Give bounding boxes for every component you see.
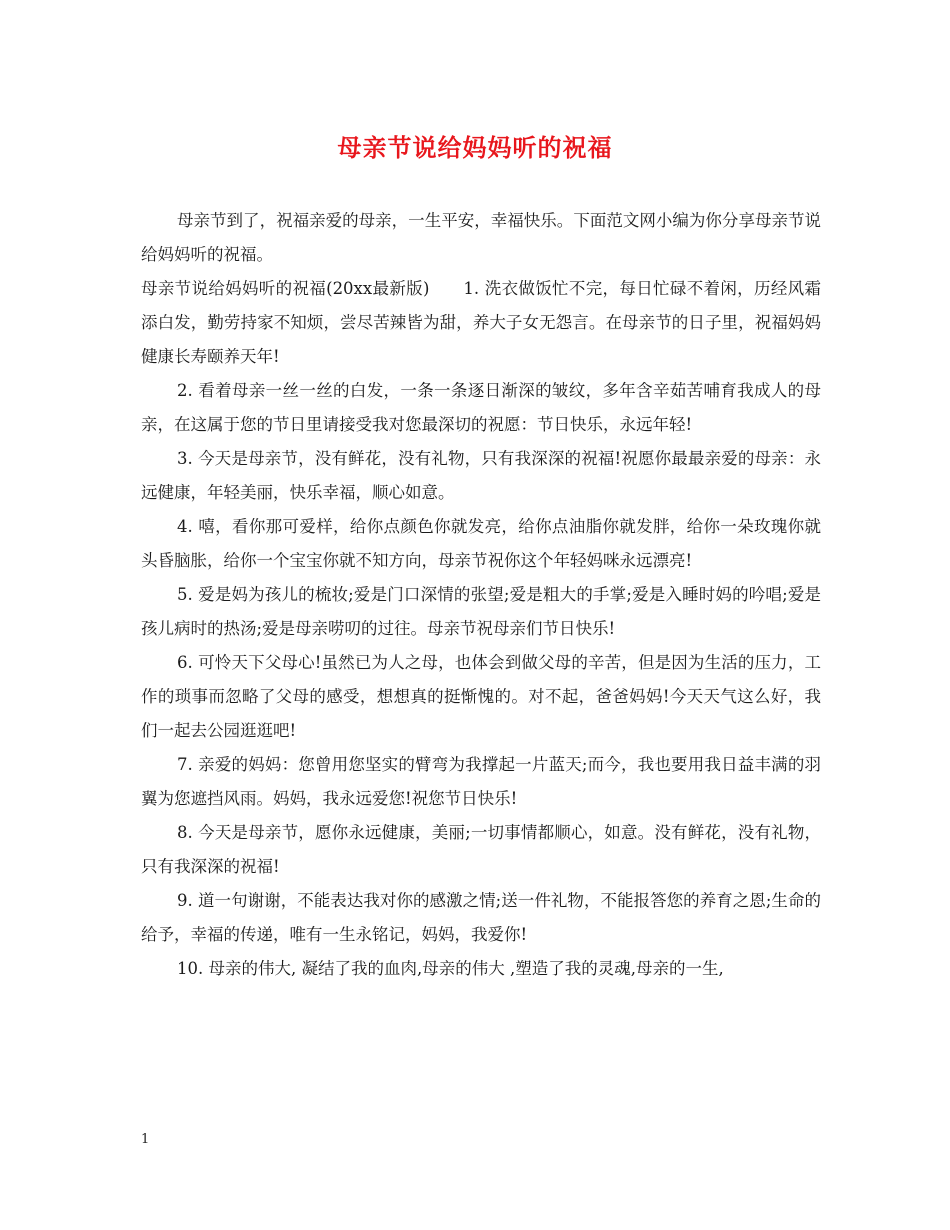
intro-paragraph: 母亲节到了，祝福亲爱的母亲，一生平安，幸福快乐。下面范文网小编为你分享母亲节说给妈妈听的祝福。 <box>141 211 821 264</box>
paragraph-6: 6. 可怜天下父母心!虽然已为人之母，也体会到做父母的辛苦，但是因为生活的压力，工作的琐事而忽略了父母的感受，想想真的挺惭愧的。对不起，爸爸妈妈!今天天气这么好，我们一起去公园逛逛吧! <box>141 653 821 740</box>
paragraph-5: 5. 爱是妈为孩儿的梳妆;爱是门口深情的张望;爱是粗大的手掌;爱是入睡时妈的吟唱;爱是孩儿病时的热汤;爱是母亲唠叨的过往。母亲节祝母亲们节日快乐! <box>141 585 821 638</box>
paragraph-7: 7. 亲爱的妈妈：您曾用您坚实的臂弯为我撑起一片蓝天;而今，我也要用我日益丰满的羽翼为您遮挡风雨。妈妈，我永远爱您!祝您节日快乐! <box>141 755 821 808</box>
paragraph-3: 3. 今天是母亲节，没有鲜花，没有礼物，只有我深深的祝福!祝愿你最最亲爱的母亲：永远健康，年轻美丽，快乐幸福，顺心如意。 <box>141 449 821 502</box>
document-body <box>141 204 821 986</box>
paragraph-10: 10. 母亲的伟大, 凝结了我的血肉,母亲的伟大 ,塑造了我的灵魂,母亲的一生, <box>177 959 724 978</box>
paragraph-1: 母亲节说给妈妈听的祝福(20xx最新版) 1. 洗衣做饭忙不完，每日忙碌不着闲，历经风霜添白发，勤劳持家不知烦，尝尽苦辣皆为甜，养大子女无怨言。在母亲节的日子里，祝福妈妈健康长寿颐养天年! <box>141 279 821 366</box>
document-title: 母亲节说给妈妈听的祝福 <box>337 133 613 162</box>
paragraph-8: 8. 今天是母亲节，愿你永远健康，美丽;一切事情都顺心，如意。没有鲜花，没有礼物，只有我深深的祝福! <box>141 823 821 876</box>
paragraph-4: 4. 嘻，看你那可爱样，给你点颜色你就发亮，给你点油脂你就发胖，给你一朵玫瑰你就头昏脑胀，给你一个宝宝你就不知方向，母亲节祝你这个年轻妈咪永远漂亮! <box>141 517 821 570</box>
paragraph-2: 2. 看着母亲一丝一丝的白发，一条一条逐日渐深的皱纹，多年含辛茹苦哺育我成人的母亲，在这属于您的节日里请接受我对您最深切的祝愿：节日快乐，永远年轻! <box>141 381 821 434</box>
page-number: 1 <box>141 1132 150 1147</box>
paragraph-9: 9. 道一句谢谢，不能表达我对你的感激之情;送一件礼物，不能报答您的养育之恩;生命的给予，幸福的传递，唯有一生永铭记，妈妈，我爱你! <box>141 891 821 944</box>
